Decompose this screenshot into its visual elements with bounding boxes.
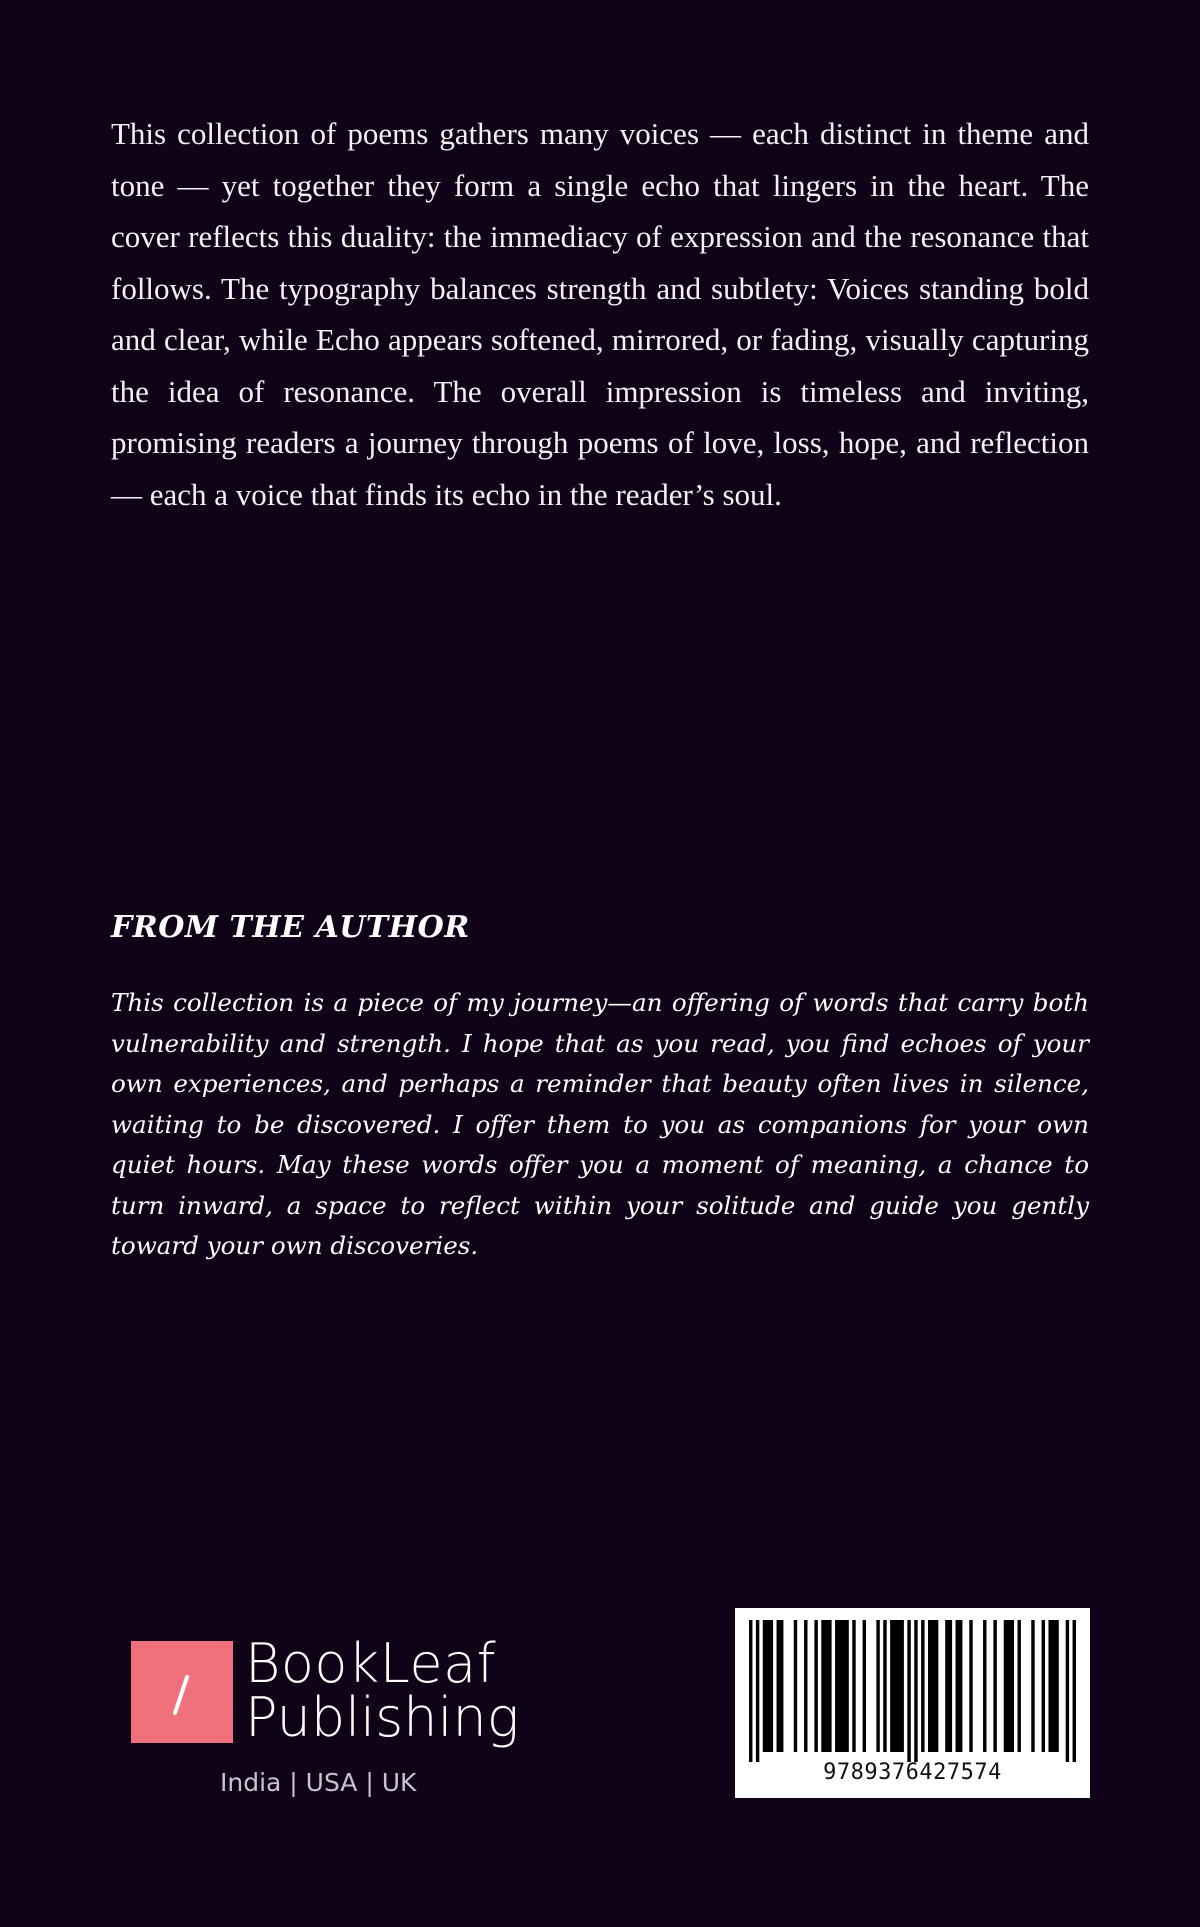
publisher-regions: India | USA | UK xyxy=(220,1768,417,1797)
barcode-bar xyxy=(983,1620,986,1752)
publisher-logo-mark xyxy=(131,1641,233,1743)
publisher-logo xyxy=(131,1632,531,1797)
barcode-bar xyxy=(821,1620,831,1752)
barcode-bar xyxy=(1004,1620,1014,1752)
barcode-bar xyxy=(890,1620,904,1752)
from-the-author-heading: FROM THE AUTHOR xyxy=(111,910,470,945)
barcode-bar xyxy=(907,1620,910,1762)
barcode-bar xyxy=(863,1620,866,1752)
barcode-bar xyxy=(921,1620,924,1752)
barcode-bar xyxy=(814,1620,817,1752)
barcode-bar xyxy=(883,1620,886,1752)
barcode-bar xyxy=(1017,1620,1020,1752)
barcode-bar xyxy=(1048,1620,1058,1752)
barcode-bar xyxy=(1066,1620,1069,1762)
barcode-bars xyxy=(749,1620,1076,1762)
slash-icon xyxy=(131,1641,233,1743)
barcode-bar xyxy=(993,1620,996,1752)
isbn-number: 9789376427574 xyxy=(823,1760,1002,1785)
barcode-bar xyxy=(956,1620,963,1752)
author-note: This collection is a piece of my journey—an offering of words that carry both vulnerability and strength. I hope that as you read, you find echoes of your own experiences, and perhaps a reminder that beauty often lives in silence, waiting to be discovered. I offer them to you as companions for your own quiet hours. May these words offer you a moment of meaning, a chance to turn inward, a space to reflect within your solitude and guide you gently toward your own discoveries. xyxy=(111,988,1089,1260)
barcode-bar xyxy=(969,1620,972,1752)
isbn-barcode xyxy=(735,1608,1090,1798)
barcode-bar xyxy=(945,1620,952,1752)
barcode-bar xyxy=(914,1620,917,1762)
barcode-bar xyxy=(928,1620,938,1752)
barcode-bar xyxy=(763,1620,773,1752)
barcode-bar xyxy=(749,1620,752,1762)
barcode-bar xyxy=(1031,1620,1034,1752)
barcode-bar xyxy=(1042,1620,1045,1752)
barcode-bar xyxy=(852,1620,855,1752)
barcode-bar xyxy=(804,1620,807,1752)
barcode-bar xyxy=(777,1620,784,1752)
barcode-bar xyxy=(835,1620,849,1752)
barcode-bar xyxy=(794,1620,797,1752)
barcode-bar xyxy=(1073,1620,1076,1762)
publisher-name-line2: Publishing xyxy=(245,1686,520,1749)
back-cover-blurb: This collection of poems gathers many voices — each distinct in theme and tone — yet together they form a single echo that lingers in the heart. The cover reflects this duality: the immediacy of expression and the resonance that follows. The typography balances strength and subtlety: Voices standing bold and clear, while Echo appears softened, mirrored, or fading, visually capturing the idea of resonance. The overall impression is timeless and inviting, promising readers a journey through poems of love, loss, hope, and reflection — each a voice that finds its echo in the reader’s soul. xyxy=(111,116,1089,512)
publisher-name-line1: BookLeaf xyxy=(245,1632,497,1695)
barcode-bar xyxy=(876,1620,879,1752)
barcode-bar xyxy=(756,1620,759,1762)
